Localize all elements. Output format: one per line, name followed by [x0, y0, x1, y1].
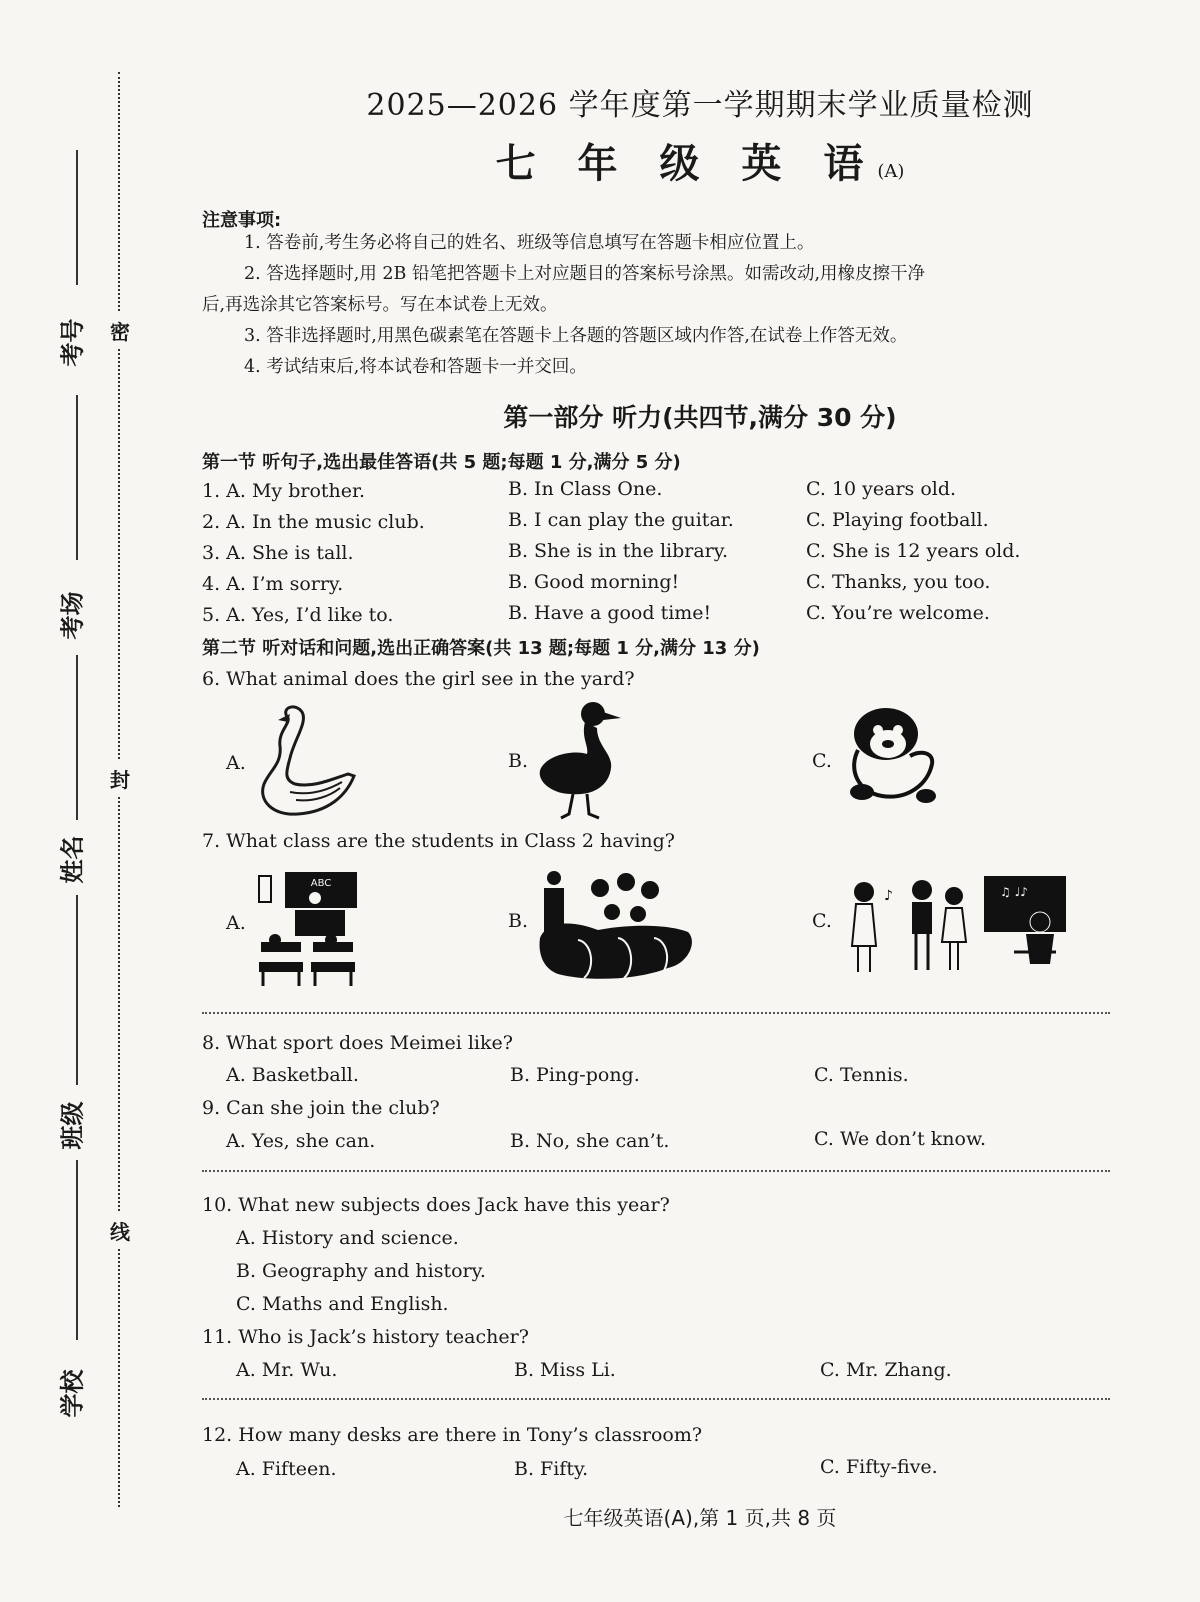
q12-option-c: C. Fifty-five. [820, 1456, 938, 1478]
q9-option-c: C. We don’t know. [814, 1128, 986, 1150]
notice-item-2-cont: 后,再选涂其它答案标号。写在本试卷上无效。 [202, 295, 558, 315]
section2-title: 第二节 听对话和问题,选出正确答案(共 13 题;每题 1 分,满分 13 分) [202, 638, 760, 659]
english-class-icon [255, 870, 370, 990]
school-blank[interactable] [76, 1160, 78, 1340]
q10-text: 10. What new subjects does Jack have this year? [202, 1194, 670, 1216]
q10-option-b: B. Geography and history. [236, 1260, 486, 1282]
q11-option-b: B. Miss Li. [514, 1359, 616, 1381]
q2-option-a: 2. A. In the music club. [202, 511, 425, 533]
divider-3 [202, 1398, 1110, 1400]
q5-option-c: C. You’re welcome. [806, 602, 990, 624]
notice-list [202, 228, 1132, 383]
q3-option-c: C. She is 12 years old. [806, 540, 1021, 562]
subject-title [200, 132, 1200, 189]
q8-option-b: B. Ping-pong. [510, 1064, 640, 1086]
q6-label-b: B. [508, 750, 529, 772]
q6-text: 6. What animal does the girl see in the yard? [202, 668, 635, 690]
q5-option-b: B. Have a good time! [508, 602, 712, 624]
class-label: 班级 [57, 1101, 87, 1150]
exam-room-label: 考场 [57, 591, 87, 640]
section1-title: 第一节 听句子,选出最佳答语(共 5 题;每题 1 分,满分 5 分) [202, 452, 681, 473]
notice-item-4: 4. 考试结束后,将本试卷和答题卡一并交回。 [244, 357, 587, 377]
q10-option-c: C. Maths and English. [236, 1293, 449, 1315]
dog-icon [838, 700, 948, 815]
paper-variant: (A) [877, 161, 905, 182]
exam-number-label: 考号 [57, 318, 87, 367]
music-class-icon [850, 872, 1070, 977]
exam-number-blank[interactable] [76, 150, 78, 285]
music-note-icon: ♪ [884, 888, 893, 904]
q4-option-c: C. Thanks, you too. [806, 571, 991, 593]
divider-2 [202, 1170, 1110, 1172]
q3-option-a: 3. A. She is tall. [202, 542, 354, 564]
seal-char-feng: 封 [110, 760, 130, 797]
school-label: 学校 [57, 1369, 87, 1418]
exam-title: 2025—2026 学年度第一学期期末学业质量检测 [366, 88, 1034, 123]
q7-text: 7. What class are the students in Class 2 having? [202, 830, 675, 852]
q6-label-c: C. [812, 750, 832, 772]
name-label: 姓名 [57, 835, 87, 884]
q10-option-a: A. History and science. [236, 1227, 459, 1249]
q2-option-c: C. Playing football. [806, 509, 989, 531]
page-footer: 七年级英语(A),第 1 页,共 8 页 [563, 1506, 837, 1530]
notice-item-2: 2. 答选择题时,用 2B 铅笔把答题卡上对应题目的答案标号涂黑。如需改动,用橡皮擦干净 [244, 264, 926, 284]
q7-label-c: C. [812, 910, 832, 932]
q4-option-a: 4. A. I’m sorry. [202, 573, 344, 595]
duck-icon [535, 698, 635, 823]
q1-option-c: C. 10 years old. [806, 478, 957, 500]
q4-option-b: B. Good morning! [508, 571, 680, 593]
class-blank[interactable] [76, 895, 78, 1085]
q7-label-a: A. [226, 912, 246, 934]
q11-option-c: C. Mr. Zhang. [820, 1359, 952, 1381]
svg-text:♫ ♩♪: ♫ ♩♪ [1000, 885, 1028, 899]
q3-option-b: B. She is in the library. [508, 540, 729, 562]
q5-option-a: 5. A. Yes, I’d like to. [202, 604, 394, 626]
seal-char-mi: 密 [110, 312, 130, 349]
divider-1 [202, 1012, 1110, 1014]
notice-item-3: 3. 答非选择题时,用黑色碳素笔在答题卡上各题的答题区域内作答,在试卷上作答无效。 [244, 326, 908, 346]
q9-option-b: B. No, she can’t. [510, 1130, 670, 1152]
seal-char-xian: 线 [110, 1212, 130, 1249]
q7-label-b: B. [508, 910, 529, 932]
q2-option-b: B. I can play the guitar. [508, 509, 734, 531]
q9-text: 9. Can she join the club? [202, 1097, 440, 1119]
q9-option-a: A. Yes, she can. [226, 1130, 376, 1152]
q8-option-c: C. Tennis. [814, 1064, 909, 1086]
q6-label-a: A. [226, 752, 246, 774]
q12-option-a: A. Fifteen. [236, 1458, 337, 1480]
q8-option-a: A. Basketball. [226, 1064, 359, 1086]
q1-option-b: B. In Class One. [508, 478, 663, 500]
q12-text: 12. How many desks are there in Tony’s classroom? [202, 1424, 703, 1446]
notice-heading: 注意事项: [202, 210, 282, 231]
q11-option-a: A. Mr. Wu. [236, 1359, 338, 1381]
notice-item-1: 1. 答卷前,考生务必将自己的姓名、班级等信息填写在答题卡相应位置上。 [244, 233, 815, 253]
q1-option-a: 1. A. My brother. [202, 480, 366, 502]
q8-text: 8. What sport does Meimei like? [202, 1032, 513, 1054]
exam-room-blank[interactable] [76, 395, 78, 560]
part-title: 第一部分 听力(共四节,满分 30 分) [503, 403, 897, 432]
blackboard-text: ABC [310, 878, 332, 889]
pe-class-icon [538, 868, 698, 988]
q11-text: 11. Who is Jack’s history teacher? [202, 1326, 529, 1348]
swan-icon [250, 700, 360, 825]
name-blank[interactable] [76, 655, 78, 820]
q12-option-b: B. Fifty. [514, 1458, 589, 1480]
subject-name: 七 年 级 英 语 [495, 140, 878, 187]
